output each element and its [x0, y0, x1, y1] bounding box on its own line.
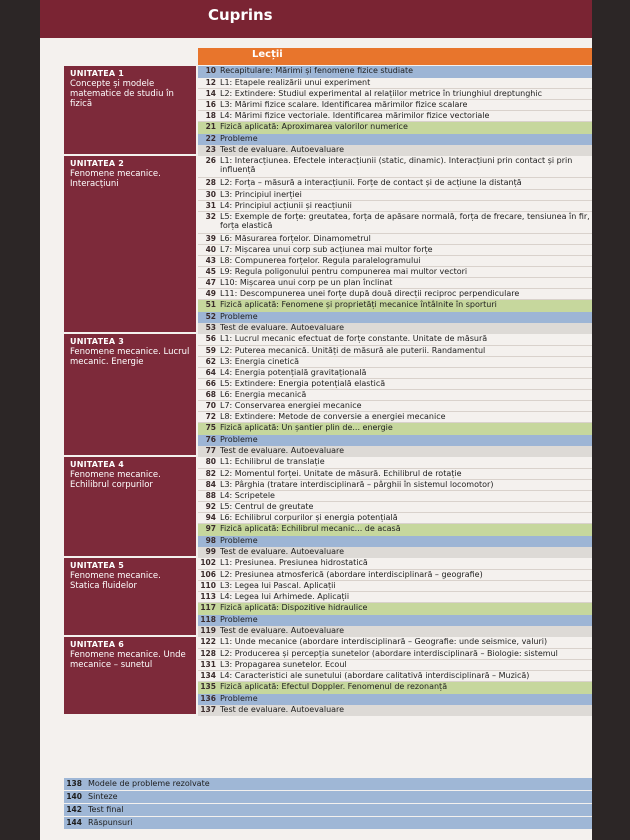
lesson-title: Fizică aplicată: Efectul Doppler. Fenomenul de rezonanță	[220, 682, 448, 691]
lesson-row	[198, 66, 592, 78]
lesson-title: L2: Producerea și percepția sunetelor (abordare interdisciplinară – Biologie: sistemul	[220, 649, 558, 658]
unit-description: Fenomene mecanice. Echilibrul corpurilor	[70, 470, 161, 490]
appendix-row	[64, 817, 592, 829]
page-header	[40, 0, 592, 38]
lesson-row	[198, 502, 592, 513]
unit-description: Fenomene mecanice. Interacțiuni	[70, 169, 161, 189]
lesson-title: Probleme	[220, 312, 258, 321]
lesson-page-number: 75	[205, 423, 216, 432]
unit-description: Fenomene mecanice. Statica fluidelor	[70, 571, 161, 591]
lesson-title: L1: Presiunea. Presiunea hidrostatică	[220, 558, 368, 567]
lesson-title: Fizică aplicată: Fenomene și proprietăți mecanice întâlnite în sporturi	[220, 300, 497, 309]
lesson-page-number: 22	[205, 134, 216, 143]
lesson-page-number: 135	[200, 682, 216, 691]
lesson-title: L2: Presiunea atmosferică (abordare interdisciplinară – geografie)	[220, 570, 483, 579]
appendix-row	[64, 778, 592, 790]
unit-description: Concepte și modele matematice de studiu în fizică	[70, 79, 174, 109]
lesson-row	[198, 412, 592, 423]
lesson-title: L10: Mișcarea unui corp pe un plan înclinat	[220, 278, 393, 287]
appendix-page-number: 142	[66, 805, 82, 814]
lesson-row	[198, 603, 592, 615]
lesson-page-number: 117	[200, 603, 216, 612]
lesson-title: L2: Extindere: Studiul experimental al relațiilor metrice în triunghiul dreptunghic	[220, 89, 542, 98]
lesson-title: Fizică aplicată: Aproximarea valorilor numerice	[220, 122, 408, 131]
lesson-row	[198, 536, 592, 547]
lesson-row	[198, 190, 592, 201]
lesson-page-number: 53	[205, 323, 216, 332]
lesson-title: L3: Propagarea sunetelor. Ecoul	[220, 660, 347, 669]
lesson-page-number: 106	[200, 570, 216, 579]
lesson-row	[198, 201, 592, 212]
lesson-row	[198, 122, 592, 134]
unit-name: UNITATEA 5	[70, 561, 125, 570]
unit-block	[64, 156, 196, 332]
lesson-title: L1: Unde mecanice (abordare interdisciplinară – Geografie: unde seismice, valuri)	[220, 637, 548, 646]
appendix-title: Sinteze	[88, 792, 118, 801]
appendix-page-number: 140	[66, 792, 82, 801]
lesson-title: L5: Extindere: Energia potențială elastică	[220, 379, 386, 388]
lesson-page-number: 70	[205, 401, 216, 410]
lesson-title: L6: Măsurarea forțelor. Dinamometrul	[220, 234, 371, 243]
lesson-row	[198, 134, 592, 145]
lesson-page-number: 64	[205, 368, 216, 377]
unit-description: Fenomene mecanice. Lucrul mecanic. Energie	[70, 347, 190, 367]
lesson-title: L1: Interacțiunea. Efectele interacțiunii (static, dinamic). Interacțiuni prin contact și prin influență	[220, 156, 573, 174]
lesson-row	[198, 346, 592, 357]
lesson-title: Recapitulare: Mărimi și fenomene fizice studiate	[220, 66, 414, 75]
lesson-row	[198, 480, 592, 491]
lessons-column-label: Lecții	[252, 49, 283, 60]
lesson-title: L3: Mărimi fizice scalare. Identificarea mărimilor fizice scalare	[220, 100, 468, 109]
lesson-page-number: 30	[205, 190, 216, 199]
unit-block	[64, 457, 196, 556]
lesson-title: L6: Echilibrul corpurilor și energia potențială	[220, 513, 398, 522]
unit-name: UNITATEA 3	[70, 337, 125, 346]
lesson-title: L7: Conservarea energiei mecanice	[220, 401, 362, 410]
appendix-page-number: 138	[66, 779, 82, 788]
lesson-row	[198, 671, 592, 682]
lesson-page-number: 10	[205, 66, 216, 75]
lesson-row	[198, 267, 592, 278]
lesson-page-number: 47	[205, 278, 216, 287]
unit-block	[64, 558, 196, 635]
appendix-title: Răspunsuri	[88, 818, 133, 827]
lesson-title: Probleme	[220, 435, 258, 444]
lesson-page-number: 39	[205, 234, 216, 243]
lesson-page-number: 23	[205, 145, 216, 154]
lesson-title: L9: Regula poligonului pentru compunerea mai multor vectori	[220, 267, 468, 276]
appendix-page-number: 144	[66, 818, 82, 827]
lesson-page-number: 92	[205, 502, 216, 511]
lesson-page-number: 51	[205, 300, 216, 309]
lesson-title: L6: Energia mecanică	[220, 390, 307, 399]
lesson-row	[198, 469, 592, 480]
lesson-row	[198, 637, 592, 649]
lesson-page-number: 128	[200, 649, 216, 658]
lesson-page-number: 118	[200, 615, 216, 624]
lesson-title: Test de evaluare. Autoevaluare	[220, 446, 345, 455]
lesson-page-number: 16	[205, 100, 216, 109]
lesson-row	[198, 513, 592, 524]
lesson-row	[198, 446, 592, 457]
appendix-row	[64, 804, 592, 816]
contents-page	[40, 0, 592, 840]
lesson-row	[198, 178, 592, 190]
lesson-title: L5: Centrul de greutate	[220, 502, 314, 511]
lesson-row	[198, 547, 592, 558]
lesson-title: L4: Caracteristici ale sunetului (abordare calitativă interdisciplinară – Muzică)	[220, 671, 530, 680]
lesson-page-number: 12	[205, 78, 216, 87]
lesson-row	[198, 312, 592, 323]
lesson-title: L4: Legea lui Arhimede. Aplicații	[220, 592, 350, 601]
lesson-page-number: 134	[200, 671, 216, 680]
lessons-column-header	[198, 48, 592, 65]
lesson-page-number: 102	[200, 558, 216, 567]
appendix-title: Modele de probleme rezolvate	[88, 779, 210, 788]
lesson-title: Fizică aplicată: Dispozitive hidraulice	[220, 603, 368, 612]
lesson-title: Probleme	[220, 536, 258, 545]
lesson-title: Test de evaluare. Autoevaluare	[220, 547, 345, 556]
lesson-row	[198, 435, 592, 446]
lesson-page-number: 59	[205, 346, 216, 355]
lesson-row	[198, 558, 592, 570]
lesson-page-number: 122	[200, 637, 216, 646]
lesson-title: L3: Energia cinetică	[220, 357, 299, 366]
lesson-page-number: 43	[205, 256, 216, 265]
lesson-page-number: 26	[205, 156, 216, 165]
lesson-row	[198, 245, 592, 256]
lesson-row	[198, 423, 592, 435]
lesson-title: Probleme	[220, 615, 258, 624]
lesson-row	[198, 649, 592, 660]
unit-description: Fenomene mecanice. Unde mecanice – sunetul	[70, 650, 186, 670]
lesson-page-number: 113	[200, 592, 216, 601]
lesson-row	[198, 570, 592, 581]
lesson-title: L1: Echilibrul de translație	[220, 457, 325, 466]
lesson-row	[198, 581, 592, 592]
lesson-row	[198, 694, 592, 705]
lesson-title: L8: Compunerea forțelor. Regula paralelogramului	[220, 256, 421, 265]
lesson-row	[198, 89, 592, 100]
lesson-title: L4: Mărimi fizice vectoriale. Identificarea mărimilor fizice vectoriale	[220, 111, 490, 120]
lesson-title: L3: Legea lui Pascal. Aplicații	[220, 581, 336, 590]
lesson-page-number: 84	[205, 480, 216, 489]
lesson-page-number: 99	[205, 547, 216, 556]
lesson-row	[198, 524, 592, 536]
lesson-page-number: 88	[205, 491, 216, 500]
lesson-page-number: 49	[205, 289, 216, 298]
page-title: Cuprins	[208, 6, 273, 24]
lesson-title: L1: Lucrul mecanic efectuat de forțe constante. Unitate de măsură	[220, 334, 488, 343]
lesson-page-number: 137	[200, 705, 216, 714]
lesson-page-number: 31	[205, 201, 216, 210]
appendix-row	[64, 791, 592, 803]
lesson-page-number: 72	[205, 412, 216, 421]
lesson-row	[198, 390, 592, 401]
lesson-title: Probleme	[220, 694, 258, 703]
lesson-row	[198, 615, 592, 626]
lesson-page-number: 18	[205, 111, 216, 120]
lesson-page-number: 32	[205, 212, 216, 221]
lesson-row	[198, 401, 592, 412]
unit-block	[64, 637, 196, 714]
lesson-title: Test de evaluare. Autoevaluare	[220, 705, 345, 714]
lesson-row	[198, 491, 592, 502]
lesson-title: L2: Puterea mecanică. Unități de măsură ale puterii. Randamentul	[220, 346, 486, 355]
lesson-title: L1: Etapele realizării unui experiment	[220, 78, 371, 87]
lesson-title: L8: Extindere: Metode de conversie a energiei mecanice	[220, 412, 446, 421]
lesson-page-number: 77	[205, 446, 216, 455]
lesson-row	[198, 256, 592, 267]
lesson-row	[198, 278, 592, 289]
lesson-row	[198, 234, 592, 245]
lesson-row	[198, 379, 592, 390]
lesson-page-number: 97	[205, 524, 216, 533]
lesson-title: L3: Pârghia (tratare interdisciplinară – pârghii în sistemul locomotor)	[220, 480, 494, 489]
unit-block	[64, 334, 196, 455]
lesson-title: L7: Mișcarea unui corp sub acțiunea mai multor forțe	[220, 245, 433, 254]
lesson-title: Test de evaluare. Autoevaluare	[220, 145, 345, 154]
lesson-row	[198, 368, 592, 379]
lesson-title: Fizică aplicată: Echilibrul mecanic... de acasă	[220, 524, 401, 533]
lesson-page-number: 136	[200, 694, 216, 703]
lesson-page-number: 14	[205, 89, 216, 98]
appendix-title: Test final	[88, 805, 124, 814]
lesson-page-number: 40	[205, 245, 216, 254]
lesson-page-number: 21	[205, 122, 216, 131]
lesson-row	[198, 300, 592, 312]
lesson-page-number: 80	[205, 457, 216, 466]
lesson-row	[198, 111, 592, 122]
lesson-row	[198, 145, 592, 156]
lesson-row	[198, 705, 592, 716]
lesson-row	[198, 323, 592, 334]
unit-name: UNITATEA 4	[70, 460, 125, 469]
lesson-page-number: 28	[205, 178, 216, 187]
lesson-title: L2: Forța – măsură a interacțiunii. Forțe de contact și de acțiune la distanță	[220, 178, 522, 187]
lesson-title: Fizică aplicată: Un șantier plin de... energie	[220, 423, 393, 432]
lesson-title: Probleme	[220, 134, 258, 143]
lesson-page-number: 76	[205, 435, 216, 444]
lesson-page-number: 98	[205, 536, 216, 545]
lesson-page-number: 62	[205, 357, 216, 366]
lesson-row	[198, 212, 592, 234]
lesson-page-number: 110	[200, 581, 216, 590]
lesson-page-number: 66	[205, 379, 216, 388]
lesson-row	[198, 626, 592, 637]
lesson-row	[198, 289, 592, 300]
lesson-page-number: 68	[205, 390, 216, 399]
unit-block	[64, 66, 196, 154]
lesson-row	[198, 334, 592, 346]
lesson-title: L4: Principiul acțiunii și reacțiunii	[220, 201, 352, 210]
lesson-title: L5: Exemple de forțe: greutatea, forța de apăsare normală, forța de frecare, tensiunea în fir, forța elastică	[220, 212, 590, 230]
lesson-title: Test de evaluare. Autoevaluare	[220, 626, 345, 635]
lesson-page-number: 45	[205, 267, 216, 276]
lesson-row	[198, 78, 592, 89]
lesson-row	[198, 357, 592, 368]
lesson-row	[198, 100, 592, 111]
unit-name: UNITATEA 2	[70, 159, 125, 168]
lesson-title: L11: Descompunerea unei forțe după două direcții reciproc perpendiculare	[220, 289, 520, 298]
lesson-page-number: 82	[205, 469, 216, 478]
lesson-title: Test de evaluare. Autoevaluare	[220, 323, 345, 332]
lesson-page-number: 131	[200, 660, 216, 669]
lesson-page-number: 119	[200, 626, 216, 635]
lesson-page-number: 56	[205, 334, 216, 343]
lesson-row	[198, 457, 592, 469]
lesson-page-number: 94	[205, 513, 216, 522]
lesson-title: L4: Energia potențială gravitațională	[220, 368, 367, 377]
lesson-row	[198, 156, 592, 178]
lesson-row	[198, 682, 592, 694]
lesson-page-number: 52	[205, 312, 216, 321]
unit-name: UNITATEA 1	[70, 69, 125, 78]
lesson-row	[198, 660, 592, 671]
lesson-title: L3: Principiul inerției	[220, 190, 302, 199]
unit-name: UNITATEA 6	[70, 640, 125, 649]
lesson-row	[198, 592, 592, 603]
lesson-title: L2: Momentul forței. Unitate de măsură. Echilibrul de rotație	[220, 469, 462, 478]
lesson-title: L4: Scripetele	[220, 491, 275, 500]
